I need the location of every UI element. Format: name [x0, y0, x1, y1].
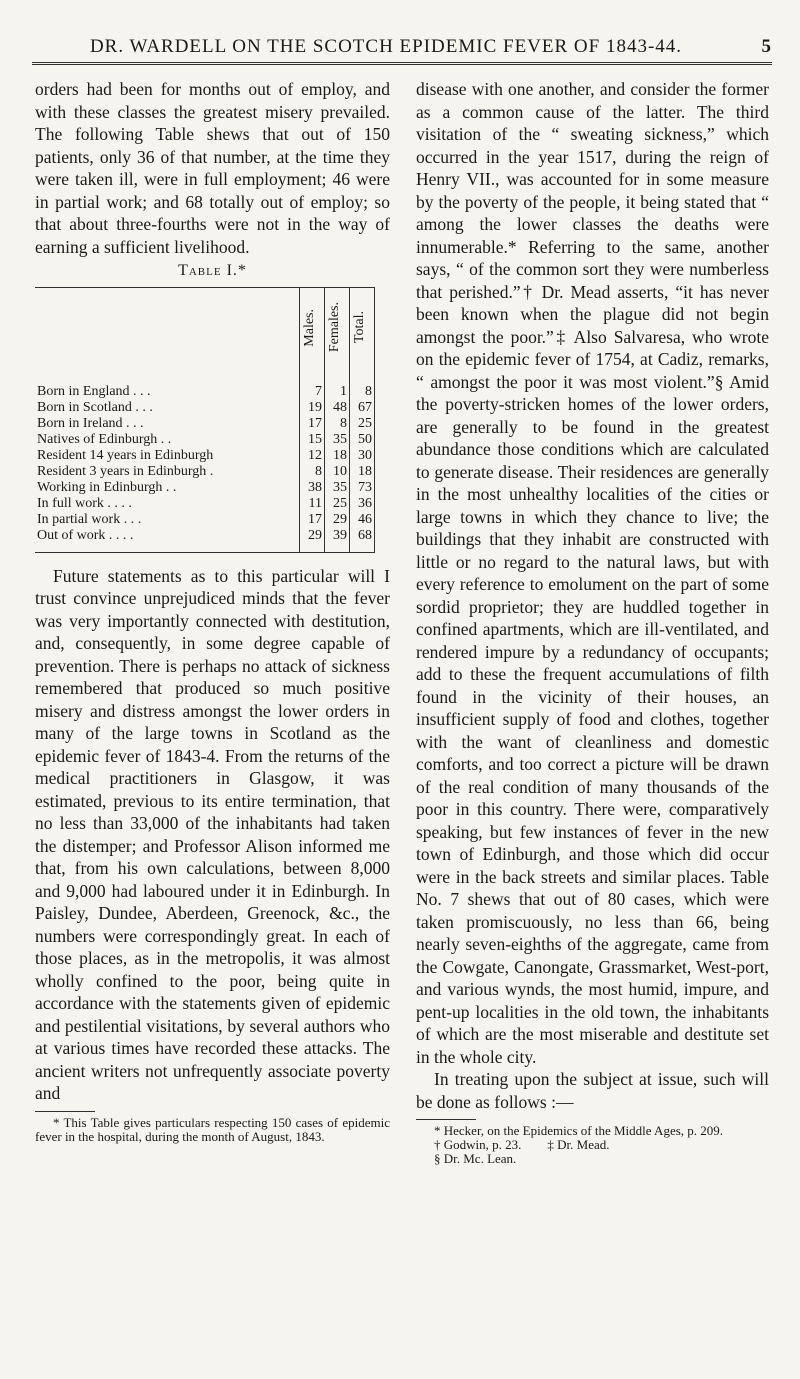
table-row: Out of work . . . . 29 39 68 [35, 528, 375, 544]
running-title: DR. WARDELL ON THE SCOTCH EPIDEMIC FEVER OF 1843-44. [89, 36, 683, 57]
table-row: Resident 3 years in Edinburgh . 8 10 18 [35, 464, 375, 480]
table-caption: Table I.* [178, 262, 247, 279]
table-row: Born in England . . . 7 1 8 [35, 384, 375, 400]
table-header-blank [35, 287, 300, 372]
page-header [30, 30, 772, 58]
table-row: Working in Edinburgh . . 38 35 73 [35, 480, 375, 496]
page-number: 5 [761, 36, 772, 57]
table-row: Natives of Edinburgh . . 15 35 50 [35, 432, 375, 448]
table-row: Born in Scotland . . . 19 48 67 [35, 400, 375, 416]
table-header-row [35, 287, 375, 372]
column-header-males: Males. [300, 287, 325, 372]
right-column [416, 78, 769, 1166]
table-row: In full work . . . . 11 25 36 [35, 496, 375, 512]
column-header-females: Females. [325, 287, 350, 372]
table-row: Born in Ireland . . . 17 8 25 [35, 416, 375, 432]
header-rule [32, 62, 772, 65]
left-column [35, 78, 390, 1144]
footnote: § Dr. Mc. Lean. [434, 1151, 517, 1166]
paragraph: Future statements as to this particular will I trust convince unprejudiced minds that the fever was very importantly connected with destitution, and, consequently, in some degree capable of prevention. There is perhaps no attack of sickness remembered that produced so much positive misery and distress amongst the lower orders in many of the large towns in Scotland as the epidemic fever of 1843-4. From the returns of the medical practitioners in Glasgow, it was estimated, previous to its entire termination, that no less than 33,000 of the inhabitants had taken the distemper; and Professor Alison informed me that, from his own calculations, between 8,000 and 9,000 had laboured under it in Edinburgh. In Paisley, Dundee, Aberdeen, Greenock, &c., the numbers were correspondingly great. In each of those places, as in the metropolis, it was almost wholly confined to the poor, being quite in accordance with the statements given of epidemic and pestilential visitations, by several authors who at various times have recorded these attacks. The ancient writers not unfrequently associate poverty and [35, 565, 390, 1103]
paragraph: disease with one another, and consider the former as a common cause of the latter. The third visitation of the “ sweating sickness,” which occurred in the year 1517, during the reign of Henry VII., was accounted for in some measure by the poverty of the people, it being stated that “ among the lower classes the deaths were innumerable.* Referring to the same, another says, “ of the common sort they were numberless that perished.”† Dr. Mead asserts, “it has never been known when the plague did not begin amongst the poor.”‡ Also Salvaresa, who wrote on the epidemic fever of 1754, at Cadiz, remarks, “ amongst the poor it was most violent.”§ Amid the poverty-stricken homes of the lower orders, are generally to be found in the greatest abundance those conditions which are calculated to generate disease. Their residences are generally in the most unhealthy localities of the cities or large towns in which they chance to live; the buildings that they inhabit are constructed with little or no regard to the natural laws, but with every reference to emolument on the part of some sordid proprietor; they are huddled together in confined apartments, which are ill-ventilated, and rendered impure by a redundancy of occupants; add to these the frequent accumulations of filth found in the vicinity of their houses, an insufficient supply of food and clothes, together with the want of cleanliness and domestic comforts, and too correct a picture will be drawn of the real condition of many thousands of the poor in this country. There were, comparatively speaking, but few instances of fever in the new town of Edinburgh, and those which did occur were in the back streets and similar places. Table No. 7 shews that out of 80 cases, which were taken promiscuously, no less than 66, being nearly seven-eighths of the aggregate, came from the Cowgate, Canongate, Grassmarket, West-port, and various wynds, the most humid, impure, and pent-up localities in the old town, the inhabitants of which are the most miserable and destitute set in the whole city. [416, 79, 769, 1067]
footnote-rule [416, 1119, 476, 1120]
footnote: * This Table gives particulars respecting 150 cases of epidemic fever in the hospital, during the month of August, 1843. [35, 1114, 390, 1144]
table-row: In partial work . . . 17 29 46 [35, 512, 375, 528]
paragraph: orders had been for months out of employ, and with these classes the greatest misery prevailed. The following Table shews that out of 150 patients, only 36 of that number, at the time they were taken ill, were in full employment; 46 were in partial work; and 68 totally out of employ; so that about three-fourths were not in the way of earning a sufficient livelihood. [35, 79, 390, 257]
footnote: † Godwin, p. 23. ‡ Dr. Mead. [434, 1137, 610, 1152]
paragraph: In treating upon the subject at issue, such will be done as follows :— [416, 1069, 769, 1112]
table-row: Resident 14 years in Edinburgh 12 18 30 [35, 448, 375, 464]
column-header-total: Total. [350, 287, 375, 372]
footnote: * Hecker, on the Epidemics of the Middle Ages, p. 209. [434, 1123, 724, 1138]
footnote-rule [35, 1111, 95, 1112]
statistics-table [35, 287, 375, 553]
